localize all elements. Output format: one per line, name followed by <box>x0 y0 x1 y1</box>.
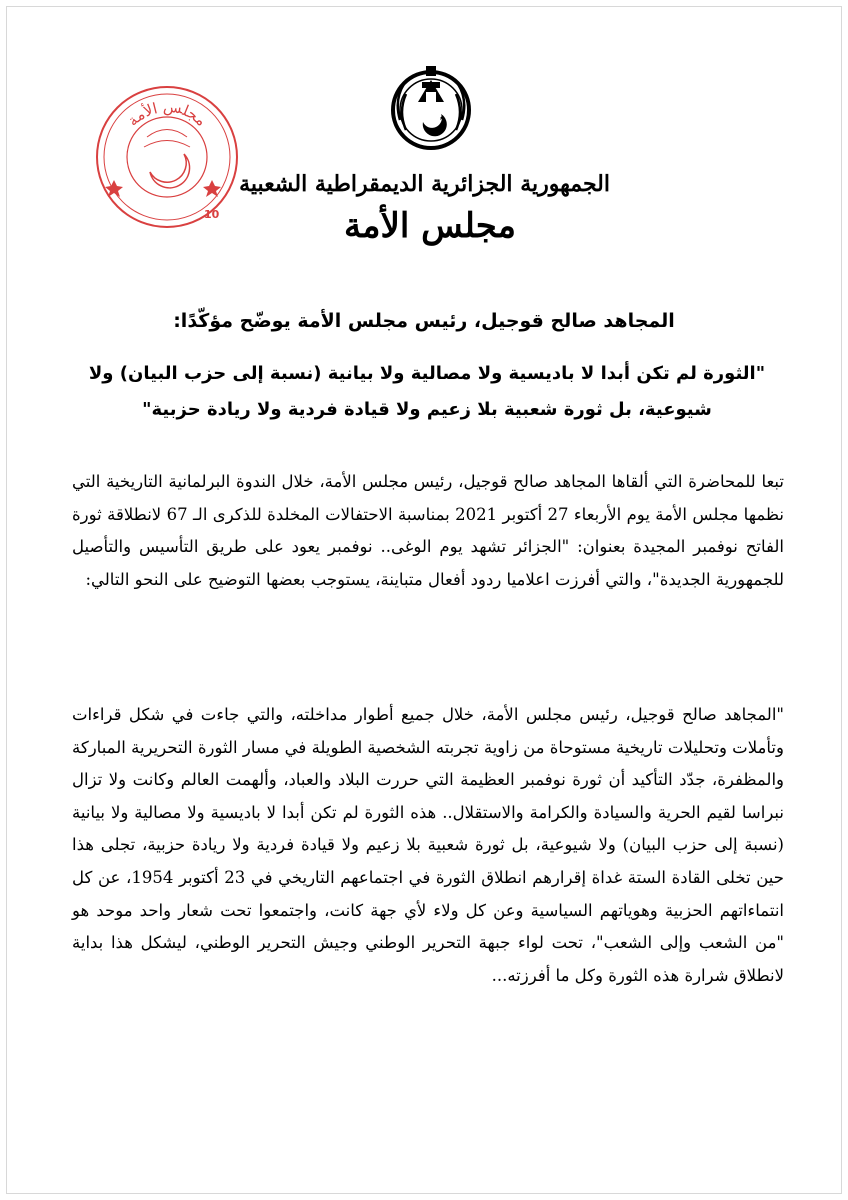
article-headline: المجاهد صالح قوجيل، رئيس مجلس الأمة يوضّح مؤكّدًا: <box>173 310 675 332</box>
republic-name: الجمهورية الجزائرية الديمقراطية الشعبية <box>239 171 610 197</box>
article-subheadline: "الثورة لم تكن أبدا لا باديسية ولا مصالية ولا بيانية (نسبة إلى حزب البيان) ولا شيوعية، بل ثورة شعبية بلا زعيم ولا قيادة فردية ولا ريادة حزبية" <box>88 363 766 420</box>
council-seal-stamp-icon <box>92 82 242 232</box>
body-paragraph: تبعا للمحاضرة التي ألقاها المجاهد صالح قوجيل، رئيس مجلس الأمة، خلال الندوة البرلمانية التاريخية التي نظمها مجلس الأمة يوم الأربعاء 27 أكتوبر 2021 بمناسبة الاحتفالات المخلدة للذكرى الـ 67 لانطلاقة ثورة الفاتح نوفمبر المجيدة بعنوان: "الجزائر تشهد يوم الوغى.. نوفمبر يعود على طريق التأسيس والتأصيل للجمهورية الجديدة"، والتي أفرزت اعلاميا ردود أفعال متباينة، يستوجب بعضها التوضيح على النحو التالي: <box>72 472 784 589</box>
stamp-text: مجلس الأمة <box>123 97 211 130</box>
algeria-coat-of-arms-icon <box>388 60 474 156</box>
body-paragraph: "المجاهد صالح قوجيل، رئيس مجلس الأمة، خلال جميع أطوار مداخلته، والتي جاءت في شكل قراءات وتأملات وتحليلات تاريخية مستوحاة من زاوية تجربته الشخصية الطويلة في مسار الثورة التحريرية المباركة والمظفرة، جدّد التأكيد أن ثورة نوفمبر العظيمة التي حررت البلاد والعباد، وألهمت العالم وكانت ولا تزال نبراسا لقيم الحرية والسيادة والكرامة والاستقلال.. هذه الثورة لم تكن أبدا لا باديسية ولا مصالية ولا بيانية (نسبة إلى حزب البيان) ولا شيوعية، بل ثورة شعبية بلا زعيم ولا قيادة فردية ولا ريادة حزبية، تجلى هذا حين تخلى القادة الستة غداة إقرارهم انطلاق الثورة في اجتماعهم التاريخي في 23 أكتوبر 1954، عن كل انتماءاتهم الحزبية وهوياتهم السياسية وعن كل ولاء لأي جهة كانت، واجتمعوا تحت شعار واحد موحد هو "من الشعب وإلى الشعب"، تحت لواء جبهة التحرير الوطني وجيش التحرير الوطني، ليشكل هذا بداية لانطلاق شرارة هذه الثورة وكل ما أفرزته... <box>72 705 784 985</box>
stamp-number: 10 <box>204 208 220 221</box>
council-name: مجلس الأمة <box>344 206 516 246</box>
